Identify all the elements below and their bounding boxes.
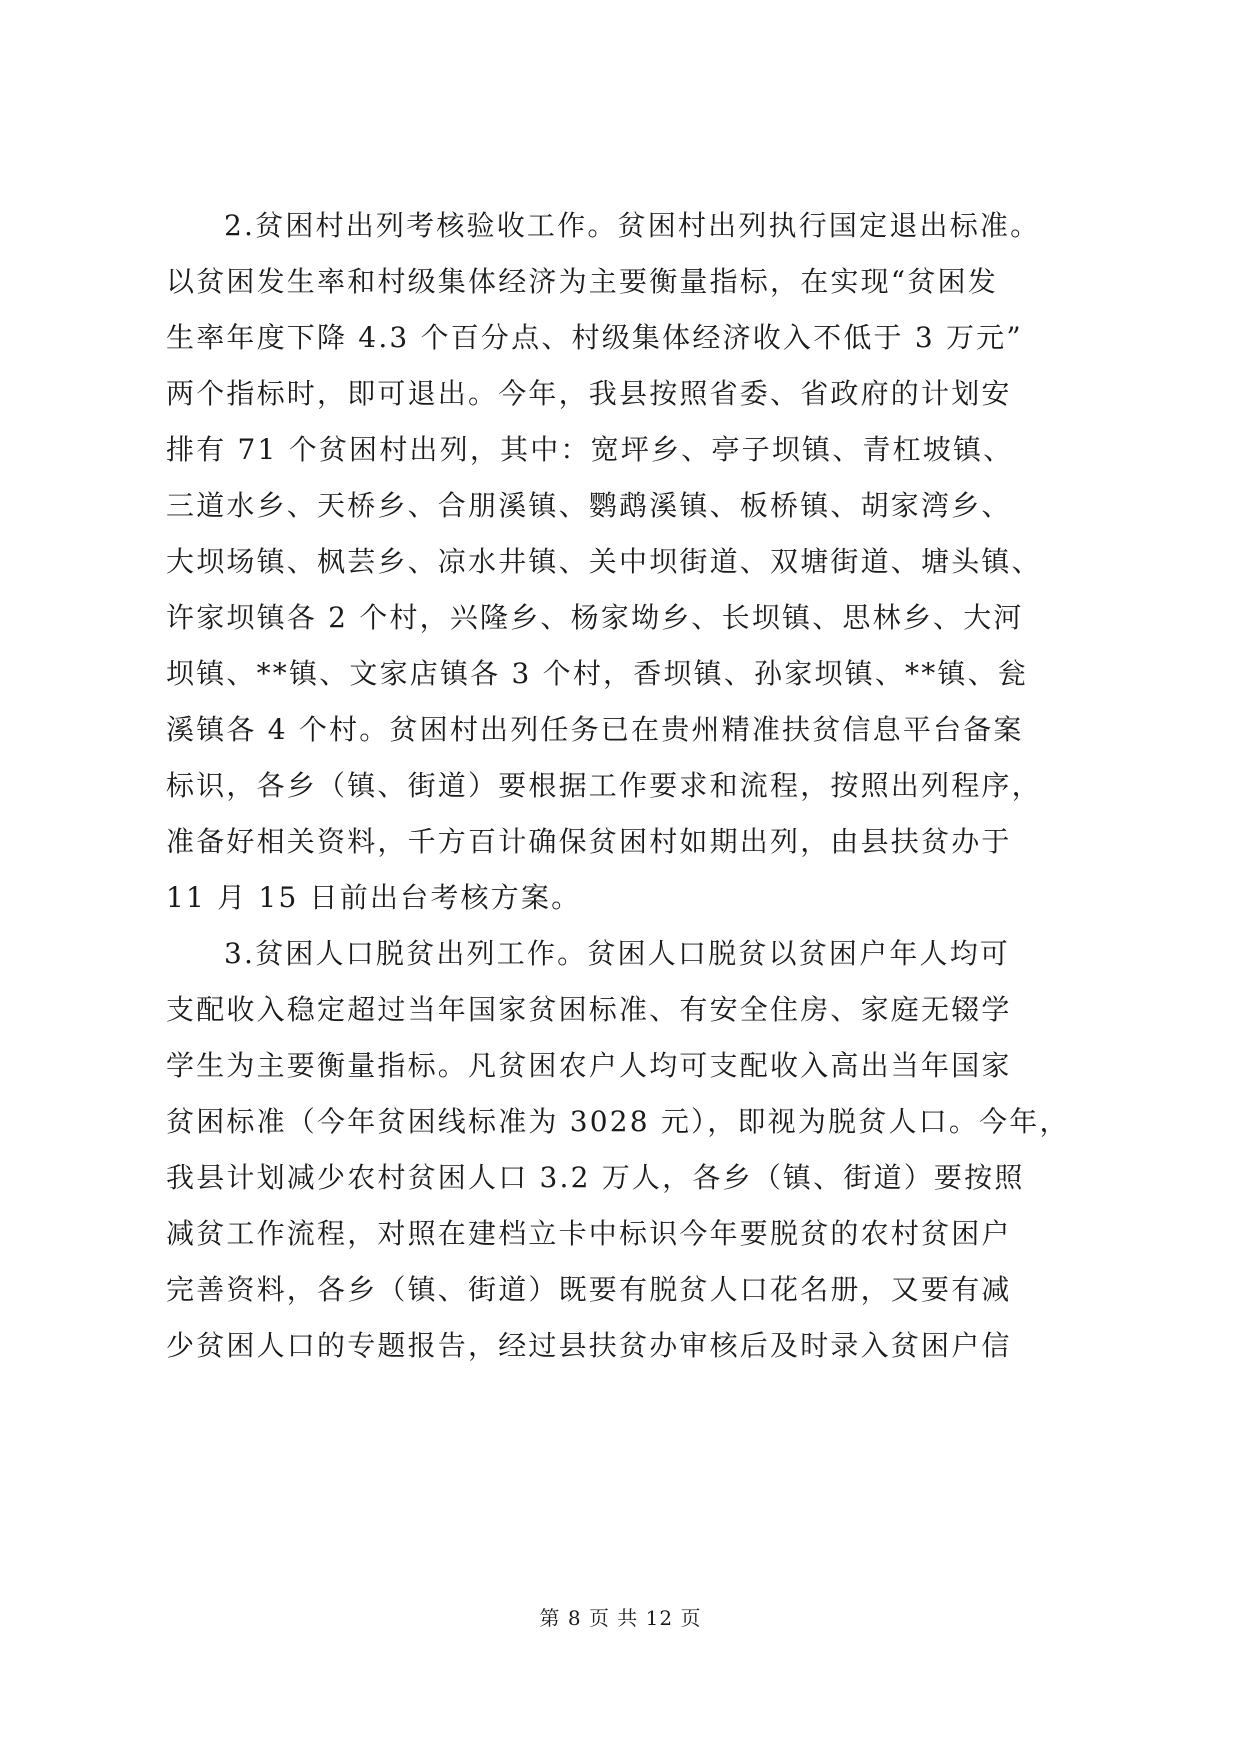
paragraph-line: 排有 71 个贫困村出列，其中：宽坪乡、亭子坝镇、青杠坡镇、 — [166, 433, 1014, 466]
paragraph-line: 两个指标时，即可退出。今年，我县按照省委、省政府的计划安 — [166, 377, 1012, 410]
paragraph-line: 坝镇、**镇、文家店镇各 3 个村，香坝镇、孙家坝镇、**镇、瓮 — [166, 657, 1029, 690]
paragraph-line: 支配收入稳定超过当年国家贫困标准、有安全住房、家庭无辍学 — [166, 993, 1012, 1026]
paragraph-line: 3.贫困人口脱贫出列工作。贫困人口脱贫以贫困户年人均可 — [224, 937, 1011, 970]
paragraph-line: 完善资料，各乡（镇、街道）既要有脱贫人口花名册，又要有减 — [166, 1273, 1012, 1306]
page-footer — [0, 1604, 1241, 1632]
paragraph-village-exit — [166, 198, 1076, 926]
paragraph-line: 标识，各乡（镇、街道）要根据工作要求和流程，按照出列程序， — [166, 769, 1042, 802]
paragraph-line: 我县计划减少农村贫困人口 3.2 万人，各乡（镇、街道）要按照 — [166, 1161, 1025, 1194]
paragraph-population-exit — [166, 926, 1076, 1374]
paragraph-line: 生率年度下降 4.3 个百分点、村级集体经济收入不低于 3 万元” — [166, 321, 1023, 354]
paragraph-line: 大坝场镇、枫芸乡、凉水井镇、关中坝街道、双塘街道、塘头镇、 — [166, 545, 1042, 578]
paragraph-line: 2.贫困村出列考核验收工作。贫困村出列执行国定退出标准。 — [224, 209, 1041, 242]
paragraph-line: 学生为主要衡量指标。凡贫困农户人均可支配收入高出当年国家 — [166, 1049, 1012, 1082]
page-number-label: 第 8 页 共 12 页 — [539, 1606, 702, 1630]
paragraph-line: 减贫工作流程，对照在建档立卡中标识今年要脱贫的农村贫困户 — [166, 1217, 1012, 1250]
paragraph-line: 少贫困人口的专题报告，经过县扶贫办审核后及时录入贫困户信 — [166, 1329, 1012, 1362]
paragraph-line: 准备好相关资料，千方百计确保贫困村如期出列，由县扶贫办于 — [166, 825, 1012, 858]
paragraph-line: 溪镇各 4 个村。贫困村出列任务已在贵州精准扶贫信息平台备案 — [166, 713, 1024, 746]
paragraph-line: 三道水乡、天桥乡、合朋溪镇、鹦鹉溪镇、板桥镇、胡家湾乡、 — [166, 489, 1012, 522]
document-body — [166, 198, 1076, 1374]
paragraph-line: 许家坝镇各 2 个村，兴隆乡、杨家坳乡、长坝镇、思林乡、大河 — [166, 601, 1024, 634]
paragraph-line: 以贫困发生率和村级集体经济为主要衡量指标，在实现“贫困发 — [166, 265, 998, 298]
paragraph-line: 11 月 15 日前出台考核方案。 — [166, 881, 582, 914]
paragraph-line: 贫困标准（今年贫困线标准为 3028 元），即视为脱贫人口。今年， — [166, 1105, 1070, 1138]
